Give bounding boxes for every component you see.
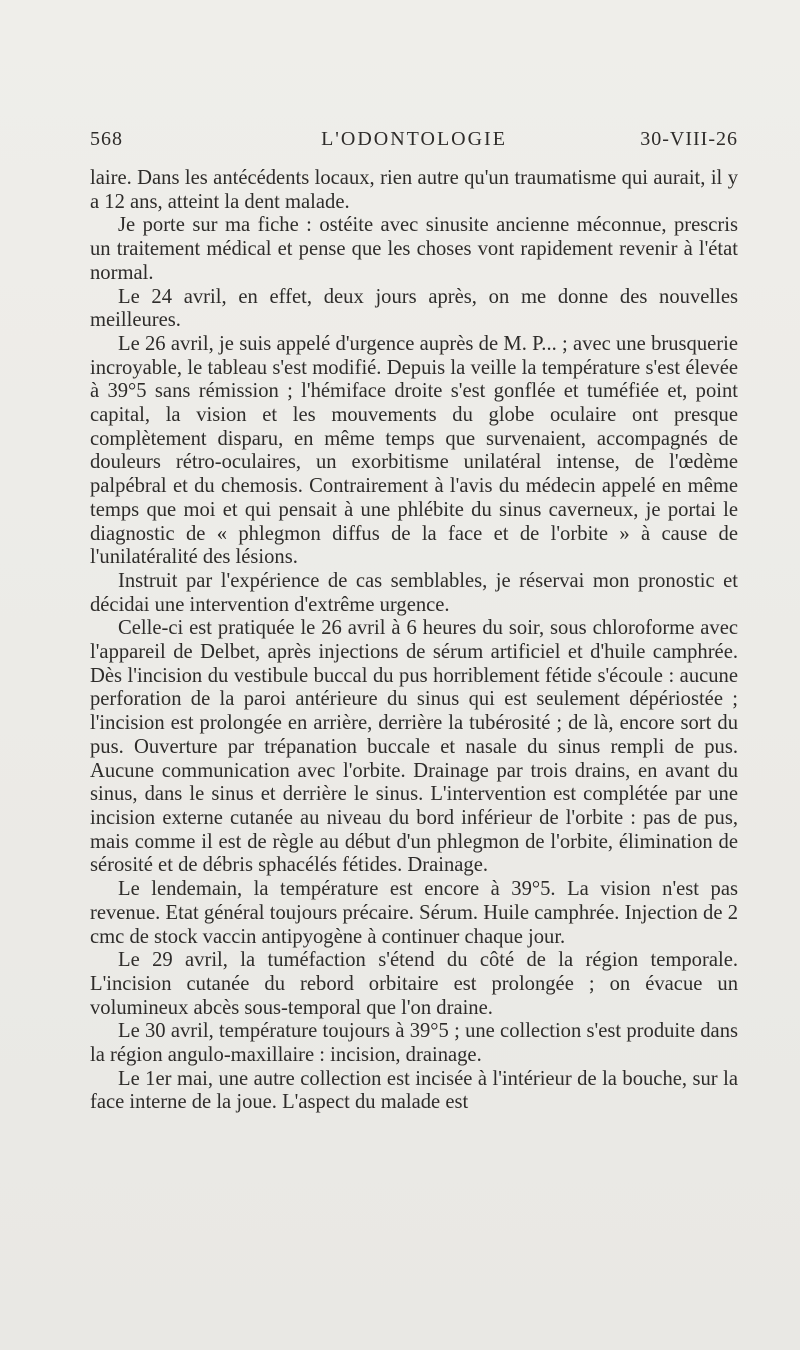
paragraph: Le 30 avril, température toujours à 39°5 ; une collection s'est produite dans la région angulo-maxillaire : incision, drainage. [90,1020,738,1067]
paragraph: Le 24 avril, en effet, deux jours après, on me donne des nouvelles meilleures. [90,285,738,332]
paragraph: Le 1er mai, une autre collection est incisée à l'intérieur de la bouche, sur la face interne de la joue. L'aspect du malade est [90,1067,738,1114]
running-header [90,128,738,158]
journal-title: L'ODONTOLOGIE [321,128,507,150]
paragraph: Le 26 avril, je suis appelé d'urgence auprès de M. P... ; avec une brusquerie incroyable, le tableau s'est modifié. Depuis la veille la température s'est élevée à 39°5 sans rémission ; l'hémiface droite s'est gonflée et tuméfiée et, point capital, la vision et les mouvements du globe oculaire ont presque complètement disparu, en même temps que survenaient, accompagnés de douleurs rétro-oculaires, un exorbitisme unilatéral intense, de l'œdème palpébral et du chemosis. Contrairement à l'avis du médecin appelé en même temps que moi et qui pensait à une phlébite du sinus caverneux, je portai le diagnostic de « phlegmon diffus de la face et de l'orbite » à cause de l'unilatéralité des lésions. [90,332,738,569]
paragraph: Le lendemain, la température est encore à 39°5. La vision n'est pas revenue. Etat général toujours précaire. Sérum. Huile camphrée. Injection de 2 cmc de stock vaccin antipyogène à continuer chaque jour. [90,878,738,948]
paragraph: Le 29 avril, la tuméfaction s'étend du côté de la région temporale. L'incision cutanée du rebord orbitaire est prolongée ; on évacue un volumineux abcès sous-temporal que l'on draine. [90,949,738,1019]
issue-date: 30-VIII-26 [640,128,738,150]
body-text [90,167,738,1115]
page-number: 568 [90,128,123,150]
paragraph: Instruit par l'expérience de cas semblables, je réservai mon pronostic et décidai une intervention d'extrême urgence. [90,569,738,616]
paragraph: Je porte sur ma fiche : ostéite avec sinusite ancienne méconnue, prescris un traitement médical et pense que les choses vont rapidement revenir à l'état normal. [90,214,738,284]
paragraph: laire. Dans les antécédents locaux, rien autre qu'un traumatisme qui aurait, il y a 12 ans, atteint la dent malade. [90,167,738,213]
paragraph: Celle-ci est pratiquée le 26 avril à 6 heures du soir, sous chloroforme avec l'appareil de Delbet, après injections de sérum artificiel et d'huile camphrée. Dès l'incision du vestibule buccal du pus horriblement fétide s'écoule : aucune perforation de la paroi antérieure du sinus qui est seulement dépériostée ; l'incision est prolongée en arrière, derrière la tubérosité ; de là, encore sort du pus. Ouverture par trépanation buccale et nasale du sinus rempli de pus. Aucune communication avec l'orbite. Drainage par trois drains, en avant du sinus, dans le sinus et derrière le sinus. L'intervention est complétée par une incision externe cutanée au niveau du bord inférieur de l'orbite : pas de pus, mais comme il est de règle au début d'un phlegmon de l'orbite, élimination de sérosité et de débris sphacélés fétides. Drainage. [90,617,738,877]
